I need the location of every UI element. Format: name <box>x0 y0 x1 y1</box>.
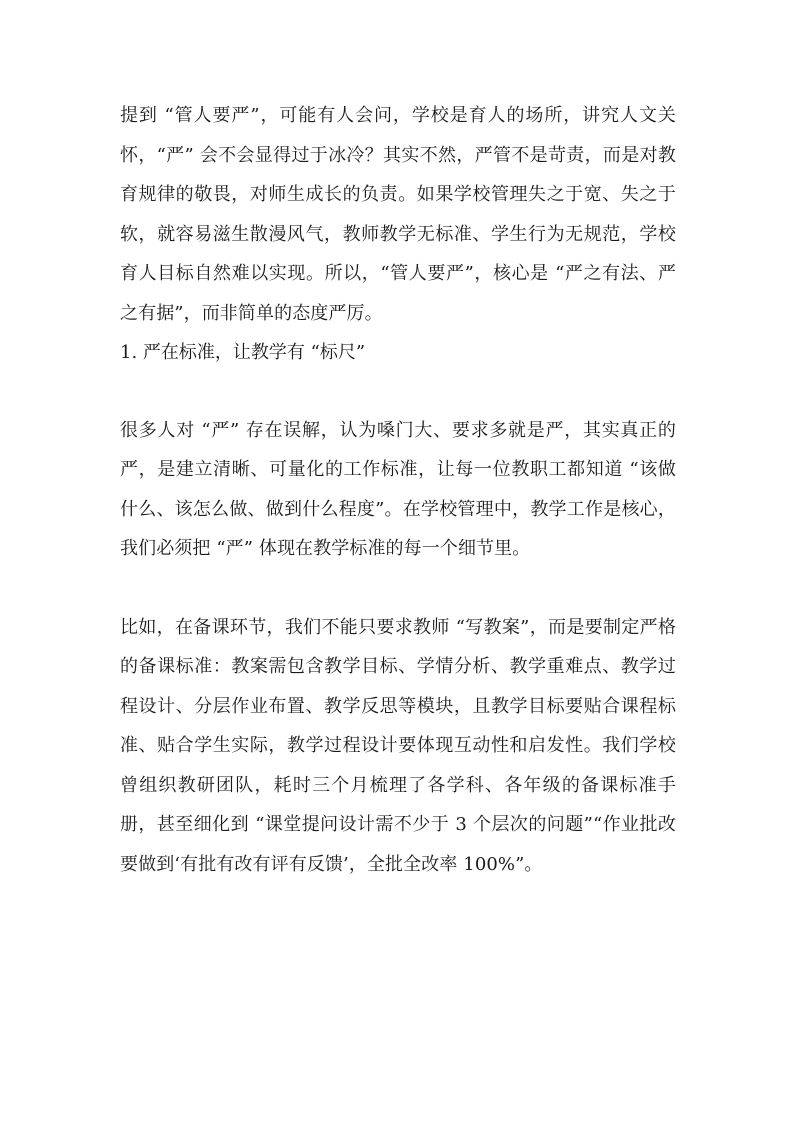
section-heading: 1. 严在标准，让教学有 “标尺” <box>120 342 366 363</box>
paragraph-lesson-prep: 比如，在备课环节，我们不能只要求教师 “写教案”，而是要制定严格的备课标准：教案需包含教学目标、学情分析、教学重难点、教学过程设计、分层作业布置、教学反思等模块，且教学目标要贴合课程标准、贴合学生实际，教学过程设计要体现互动性和启发性。我们学校曾组织教研团队，耗时三个月梳理了各学科、各年级的备课标准手册，甚至细化到 “课堂提问设计需不少于 3 个层次的问题”“作业批改要做到‘有批有改有评有反馈’，全批全改率 100%”。 <box>120 616 676 875</box>
paragraph-intro: 提到 “管人要严”，可能有人会问，学校是育人的场所，讲究人文关怀，“严” 会不会显得过于冰冷？其实不然，严管不是苛责，而是对教育规律的敬畏，对师生成长的负责。如果学校管理失之于宽、失之于软，就容易滋生散漫风气，教师教学无标准、学生行为无规范，学校育人目标自然难以实现。所以，“管人要严”，核心是 “严之有法、严之有据”，而非简单的态度严厉。 <box>120 105 676 324</box>
document-body <box>120 96 676 884</box>
paragraph-standards: 很多人对 “严” 存在误解，认为嗓门大、要求多就是严，其实真正的严，是建立清晰、可量化的工作标准，让每一位教职工都知道 “该做什么、该怎么做、做到什么程度”。在学校管理中，教学工作是核心，我们必须把 “严” 体现在教学标准的每一个细节里。 <box>120 419 676 559</box>
